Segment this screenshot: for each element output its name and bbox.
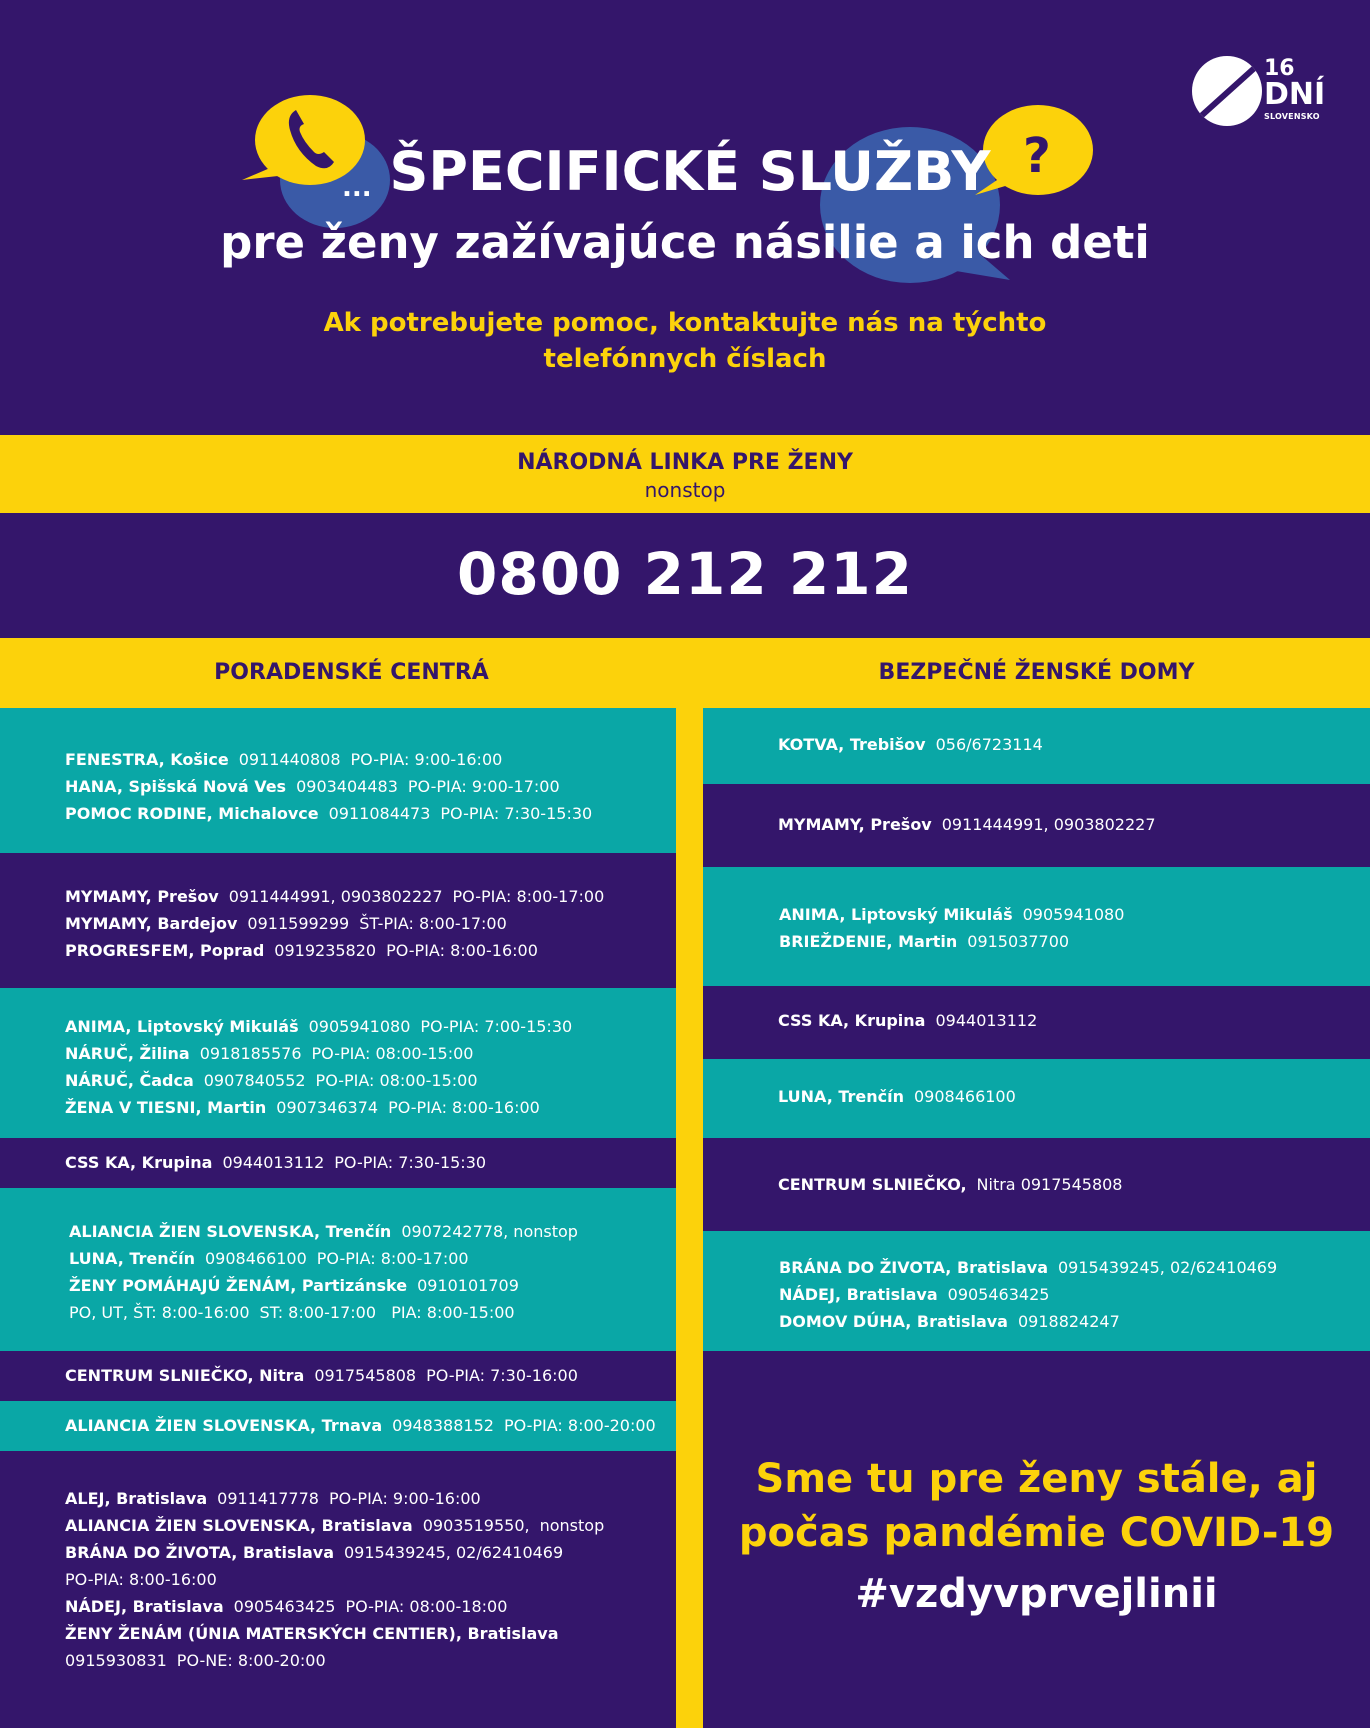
help-text-line1: Ak potrebujete pomoc, kontaktujte nás na týchto <box>323 308 1047 338</box>
safe-house-group <box>703 708 1370 784</box>
safe-house-group <box>703 1059 1370 1138</box>
entry-name: HANA, Spišská Nová Ves <box>65 777 287 796</box>
national-line-number[interactable]: 0800 212 212 <box>457 540 913 608</box>
entry-hours: ST: 8:00-17:00 PIA: 8:00-15:00 <box>259 1303 515 1322</box>
entry-hours: PO-PIA: 08:00-15:00 <box>311 1044 474 1063</box>
safe-house-entry <box>779 901 1370 928</box>
entry-hours: PO-PIA: 8:00-20:00 <box>503 1416 656 1435</box>
logo-16-dni <box>1192 56 1326 126</box>
entry-name: NÁRUČ, Žilina <box>65 1044 190 1063</box>
bubble-dots: ... <box>342 173 372 203</box>
question-mark: ? <box>1023 128 1051 184</box>
entry-hours: ŠT-PIA: 8:00-17:00 <box>359 914 507 933</box>
national-line-subtitle: nonstop <box>644 478 726 502</box>
entry-hours: PO-PIA: 9:00-16:00 <box>328 1489 481 1508</box>
entry-name: ŽENA V TIESNI, Martin <box>65 1098 267 1117</box>
entry-phone[interactable]: 0911440808 <box>238 750 341 769</box>
hashtag: #vzdyvprvejlinii <box>855 1571 1218 1617</box>
entry-name: CSS KA, Krupina <box>778 1011 926 1030</box>
closing-line1: Sme tu pre ženy stále, aj <box>755 1456 1318 1502</box>
entry-name: CSS KA, Krupina <box>65 1153 213 1172</box>
entry-phone[interactable]: 0908466100 <box>204 1249 307 1268</box>
entry-name: PROGRESFEM, Poprad <box>65 941 265 960</box>
entry-hours: PO-PIA: 8:00-17:00 <box>452 887 605 906</box>
counseling-center-group <box>0 1138 676 1188</box>
entry-phone[interactable]: 0907840552 <box>203 1071 306 1090</box>
safe-house-entry <box>779 1281 1370 1308</box>
safe-house-entry <box>779 928 1370 955</box>
entry-phone[interactable]: 0911444991, 0903802227 <box>228 887 443 906</box>
entry-name: LUNA, Trenčín <box>69 1249 195 1268</box>
page-subtitle: pre ženy zažívajúce násilie a ich deti <box>220 216 1150 269</box>
counseling-center-entry <box>65 1412 676 1439</box>
counseling-center-group <box>0 988 676 1138</box>
closing-message <box>703 1452 1370 1624</box>
entry-name: ALIANCIA ŽIEN SLOVENSKA, Bratislava <box>65 1516 413 1535</box>
entry-name: POMOC RODINE, Michalovce <box>65 804 319 823</box>
safe-house-entry <box>778 731 1370 758</box>
entry-hours: PO-PIA: 7:30-15:30 <box>440 804 593 823</box>
counseling-center-entry <box>69 1299 676 1326</box>
counseling-center-group <box>0 1451 676 1728</box>
counseling-center-entry <box>65 1094 676 1121</box>
entry-hours: PO-PIA: 8:00-16:00 <box>388 1098 540 1117</box>
entry-name: NÁRUČ, Čadca <box>65 1071 194 1090</box>
counseling-center-entry <box>65 1512 676 1539</box>
counseling-center-entry <box>69 1218 676 1245</box>
safe-house-group <box>703 1138 1370 1231</box>
entry-name: ALIANCIA ŽIEN SLOVENSKA, Trnava <box>65 1416 383 1435</box>
counseling-center-entry <box>65 1149 676 1176</box>
entry-phone[interactable]: 0911417778 <box>217 1489 319 1508</box>
entry-hours: PO-PIA: 7:30-16:00 <box>426 1366 578 1385</box>
help-text <box>0 305 1370 377</box>
national-line-title: NÁRODNÁ LINKA PRE ŽENY <box>517 450 853 475</box>
entry-phone[interactable]: 0918824247 <box>1017 1312 1120 1331</box>
logo-country: SLOVENSKO <box>1264 112 1320 121</box>
entry-hours: PO-PIA: 8:00-16:00 <box>386 941 538 960</box>
counseling-center-entry <box>65 937 676 964</box>
counseling-center-entry <box>65 1566 676 1593</box>
counseling-center-entry <box>65 1013 676 1040</box>
entry-phone[interactable]: 0917545808 <box>314 1366 417 1385</box>
entry-name: LUNA, Trenčín <box>778 1087 904 1106</box>
counseling-center-entry <box>65 1485 676 1512</box>
entry-phone[interactable]: 0911084473 <box>328 804 431 823</box>
counseling-center-entry <box>65 1067 676 1094</box>
counseling-center-entry <box>65 910 676 937</box>
entry-name: ŽENY POMÁHAJÚ ŽENÁM, Partizánske <box>69 1276 408 1295</box>
logo-mark-icon <box>1192 56 1262 126</box>
safe-house-entry <box>778 1007 1370 1034</box>
safe-houses-heading: BEZPEČNÉ ŽENSKÉ DOMY <box>878 660 1195 685</box>
entry-phone[interactable]: 0910101709 <box>417 1276 519 1295</box>
help-text-line2: telefónnych číslach <box>543 344 827 374</box>
counseling-center-entry <box>65 800 676 827</box>
entry-phone[interactable]: 0919235820 <box>274 941 377 960</box>
entry-name: FENESTRA, Košice <box>65 750 229 769</box>
entry-name: ANIMA, Liptovský Mikuláš <box>779 905 1013 924</box>
column-divider <box>676 708 703 1728</box>
safe-house-group <box>703 784 1370 867</box>
counseling-centers-list <box>0 708 676 1728</box>
entry-phone[interactable]: 0915037700 <box>967 932 1070 951</box>
counseling-center-entry <box>65 1040 676 1067</box>
entry-phone[interactable]: 0948388152 <box>392 1416 494 1435</box>
entry-phone[interactable]: 0908466100 <box>913 1087 1016 1106</box>
entry-hours: PO-PIA: 08:00-18:00 <box>345 1597 508 1616</box>
entry-name: MYMAMY, Prešov <box>65 887 219 906</box>
entry-name: MYMAMY, Bardejov <box>65 914 238 933</box>
safe-house-entry <box>778 1171 1370 1198</box>
entry-name: NÁDEJ, Bratislava <box>65 1597 224 1616</box>
entry-phone[interactable]: 056/6723114 <box>935 735 1043 754</box>
entry-phone[interactable]: 0915439245, 02/62410469 <box>344 1543 564 1562</box>
counseling-center-group <box>0 1351 676 1401</box>
entry-hours: PO-PIA: 8:00-17:00 <box>316 1249 469 1268</box>
entry-name: BRÁNA DO ŽIVOTA, Bratislava <box>779 1258 1048 1277</box>
entry-name: ŽENY ŽENÁM (ÚNIA MATERSKÝCH CENTIER), Bratislava <box>65 1624 559 1643</box>
safe-house-entry <box>779 1308 1370 1335</box>
safe-house-entry <box>778 1083 1370 1110</box>
counseling-center-entry <box>65 746 676 773</box>
entry-phone[interactable]: 0905463425 <box>947 1285 1050 1304</box>
entry-phone[interactable]: PO-PIA: 8:00-16:00 <box>65 1570 217 1589</box>
safe-house-group <box>703 1231 1370 1351</box>
logo-number: 16 <box>1264 56 1295 81</box>
entry-hours: PO-PIA: 08:00-15:00 <box>315 1071 478 1090</box>
entry-hours: PO-PIA: 7:30-15:30 <box>334 1153 487 1172</box>
entry-phone[interactable]: 0907346374 <box>276 1098 379 1117</box>
closing-line2: počas pandémie COVID-19 <box>738 1510 1335 1556</box>
entry-name: NÁDEJ, Bratislava <box>779 1285 938 1304</box>
entry-phone[interactable]: 0905463425 <box>233 1597 336 1616</box>
entry-name: DOMOV DÚHA, Bratislava <box>779 1312 1008 1331</box>
counseling-center-entry <box>65 1647 676 1674</box>
entry-phone[interactable]: 0911599299 <box>247 914 350 933</box>
safe-house-group <box>703 986 1370 1059</box>
counseling-center-entry <box>65 1539 676 1566</box>
entry-phone[interactable]: 0903519550, <box>422 1516 530 1535</box>
counseling-center-group <box>0 853 676 988</box>
entry-phone[interactable]: 0915930831 <box>65 1651 167 1670</box>
entry-name: ALIANCIA ŽIEN SLOVENSKA, Trenčín <box>69 1222 392 1241</box>
safe-house-group <box>703 867 1370 986</box>
entry-phone[interactable]: 0911444991, 0903802227 <box>941 815 1156 834</box>
entry-name: BRÁNA DO ŽIVOTA, Bratislava <box>65 1543 334 1562</box>
entry-name: BRIEŽDENIE, Martin <box>779 932 958 951</box>
national-line-band <box>0 435 1370 513</box>
counseling-center-entry <box>69 1245 676 1272</box>
entry-name: CENTRUM SLNIEČKO, <box>778 1175 967 1194</box>
entry-name: ANIMA, Liptovský Mikuláš <box>65 1017 299 1036</box>
counseling-center-entry <box>65 883 676 910</box>
entry-phone[interactable]: 0918185576 <box>199 1044 302 1063</box>
entry-hours: PO-PIA: 9:00-17:00 <box>407 777 560 796</box>
safe-house-entry <box>778 811 1370 838</box>
page-title: ŠPECIFICKÉ SLUŽBY <box>389 140 991 203</box>
counseling-center-group <box>0 1188 676 1351</box>
entry-hours: nonstop <box>539 1516 605 1535</box>
logo-word: DNÍ <box>1264 77 1326 112</box>
entry-phone[interactable]: Nitra 0917545808 <box>976 1175 1123 1194</box>
entry-phone[interactable]: PO, UT, ŠT: 8:00-16:00 <box>69 1303 250 1322</box>
safe-house-entry <box>779 1254 1370 1281</box>
counseling-center-entry <box>65 1593 676 1620</box>
counseling-center-entry <box>69 1272 676 1299</box>
entry-phone[interactable]: 0905941080 <box>308 1017 411 1036</box>
entry-phone[interactable]: 0903404483 <box>296 777 398 796</box>
entry-phone[interactable]: 0907242778, nonstop <box>401 1222 578 1241</box>
counseling-center-group <box>0 1401 676 1451</box>
entry-phone[interactable]: 0944013112 <box>222 1153 325 1172</box>
entry-hours: PO-PIA: 7:00-15:30 <box>420 1017 573 1036</box>
counseling-center-group <box>0 708 676 853</box>
entry-phone[interactable]: 0905941080 <box>1022 905 1125 924</box>
counseling-center-entry <box>65 1620 676 1647</box>
entry-name: CENTRUM SLNIEČKO, Nitra <box>65 1366 305 1385</box>
entry-hours: PO-PIA: 9:00-16:00 <box>350 750 503 769</box>
entry-phone[interactable]: 0915439245, 02/62410469 <box>1058 1258 1278 1277</box>
counseling-center-entry <box>65 773 676 800</box>
entry-name: MYMAMY, Prešov <box>778 815 932 834</box>
entry-name: ALEJ, Bratislava <box>65 1489 208 1508</box>
entry-hours: PO-NE: 8:00-20:00 <box>176 1651 326 1670</box>
entry-name: KOTVA, Trebišov <box>778 735 926 754</box>
entry-phone[interactable]: 0944013112 <box>935 1011 1038 1030</box>
counseling-centers-heading: PORADENSKÉ CENTRÁ <box>214 660 489 685</box>
counseling-center-entry <box>65 1362 676 1389</box>
